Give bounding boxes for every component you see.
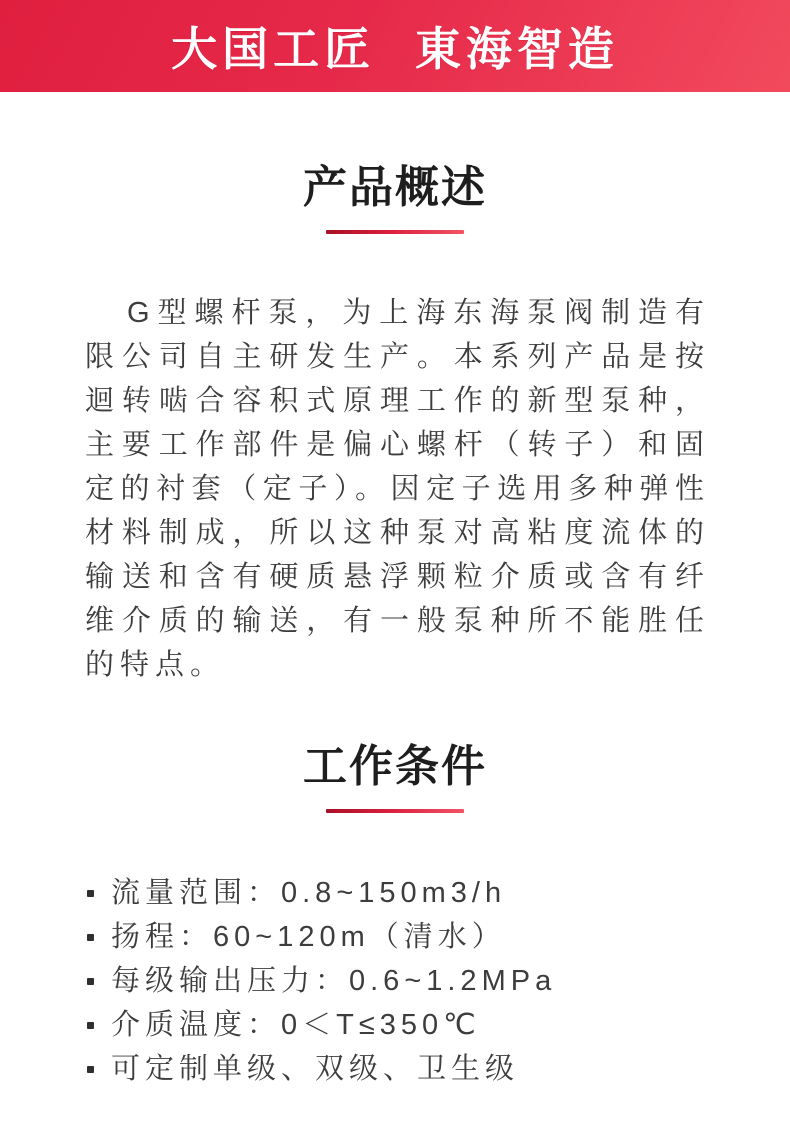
conditions-title-underline [326,809,464,813]
condition-text: 流量范围：0.8~150m3/h [111,877,507,909]
list-item [85,871,730,915]
condition-text: 扬程：60~120m（清水） [111,921,506,953]
overview-paragraph: G型螺杆泵，为上海东海泵阀制造有限公司自主研发生产。本系列产品是按迴转啮合容积式原理工作的新型泵种，主要工作部件是偏心螺杆（转子）和固定的衬套（定子）。因定子选用多种弹性材料制成，所以这种泵对高粘度流体的输送和含有硬质悬浮颗粒介质或含有纤维介质的输送，有一般泵种所不能胜任的特点。 [85,297,710,681]
bullet-icon [87,890,94,897]
banner-title: 大国工匠 東海智造 [171,23,619,75]
overview-title: 产品概述 [303,163,487,212]
bullet-icon [87,978,94,985]
overview-title-underline [326,230,464,234]
list-item [85,1003,730,1047]
section-product-overview [0,164,790,687]
list-item [85,915,730,959]
list-item [85,1047,730,1091]
list-item [85,959,730,1003]
condition-text: 可定制单级、双级、卫生级 [111,1053,520,1085]
bullet-icon [87,934,94,941]
conditions-title: 工作条件 [303,742,487,791]
header-banner [0,0,790,92]
conditions-list [85,871,730,1091]
bullet-icon [87,1066,94,1073]
section-working-conditions [0,743,790,1091]
condition-text: 每级输出压力：0.6~1.2MPa [111,965,557,997]
condition-text: 介质温度：0＜T≤350℃ [111,1009,481,1041]
bullet-icon [87,1022,94,1029]
